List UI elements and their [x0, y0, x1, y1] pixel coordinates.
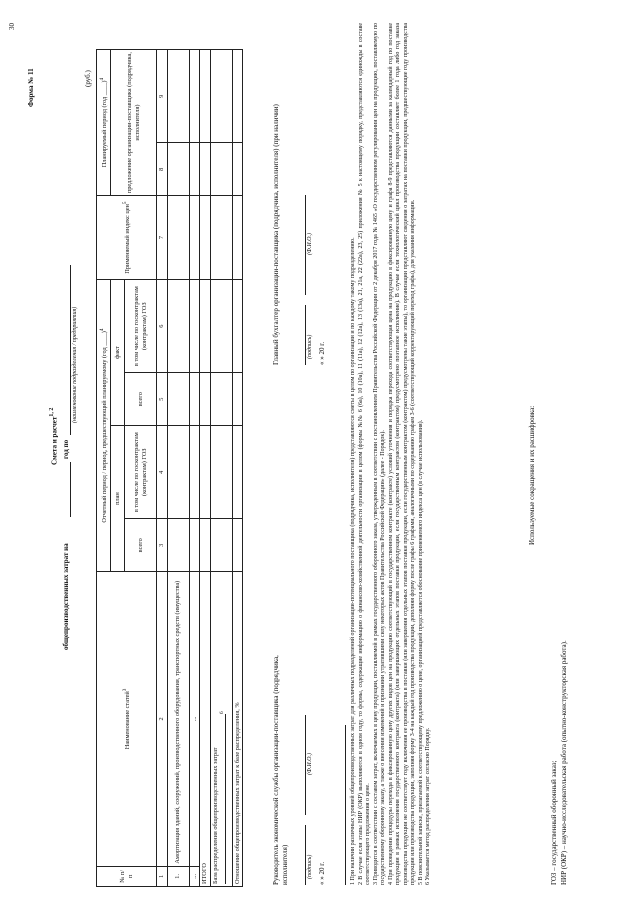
- column-numbers-row: [157, 50, 168, 887]
- table-row: [189, 50, 200, 887]
- sign-left-line-2: [305, 715, 306, 815]
- sign-left-line-1: [305, 825, 306, 885]
- header-plan: план: [111, 426, 125, 572]
- cell: [167, 373, 189, 426]
- header-fact-total: всего: [125, 373, 157, 426]
- header-num: № п/п: [97, 866, 157, 886]
- cell: [167, 143, 189, 196]
- form-label: Форма № 11: [27, 68, 35, 107]
- col-num-8: 8: [157, 143, 168, 196]
- table-row: [210, 50, 232, 887]
- cell: [167, 50, 189, 143]
- cell: [167, 279, 189, 372]
- col-num-5: 5: [157, 373, 168, 426]
- cell: [210, 143, 232, 196]
- col-num-2: 2: [157, 572, 168, 867]
- cell: [189, 143, 200, 196]
- base-label: [210, 572, 232, 887]
- base-line: [225, 714, 226, 884]
- col-num-1: 1: [157, 866, 168, 886]
- cell: [210, 196, 232, 280]
- footnote-divider: [345, 725, 346, 885]
- header-name-sup: 3: [121, 688, 128, 692]
- col-num-6: 6: [157, 279, 168, 372]
- cell: [189, 50, 200, 143]
- cell: [232, 50, 243, 143]
- col-num-9: 9: [157, 50, 168, 143]
- sign-right-date: « » 20 г.: [318, 341, 326, 365]
- cell: [232, 143, 243, 196]
- header-report: [97, 279, 111, 571]
- cell: [210, 426, 232, 519]
- sign-left-title: Руководитель экономической службы организации-поставщика (подрядчика, исполнителя): [272, 655, 289, 885]
- cell: [210, 519, 232, 572]
- header-name: [97, 572, 157, 867]
- cell: [200, 50, 211, 143]
- cell: [189, 279, 200, 372]
- subtitle-left: общепроизводственных затрат на: [62, 543, 70, 650]
- costs-table: [96, 49, 243, 887]
- header-planned-text: Планируемый период (год ____): [100, 80, 108, 168]
- row-dots-num: ...: [189, 866, 200, 886]
- cell: [232, 279, 243, 372]
- base-sup: 6: [219, 711, 225, 714]
- sign-right-title: Главный бухгалтер организации-поставщика (подрядчика, исполнителя) (при наличии): [272, 104, 280, 365]
- header-fact: факт: [111, 279, 125, 425]
- footnotes: [350, 23, 433, 885]
- header-index: [97, 196, 157, 280]
- cell: [189, 373, 200, 426]
- abbr-2: НИР (ОКР) – научно-исследовательская работа (опытно-конструкторская работа).: [560, 640, 568, 885]
- cell: [200, 519, 211, 572]
- title-sup: 1, 2: [49, 407, 55, 417]
- unit-line: [70, 265, 71, 435]
- subtitle-year: год по: [62, 439, 70, 459]
- cell: [210, 373, 232, 426]
- header-report-sup: 4: [98, 328, 105, 332]
- table-row: [232, 50, 243, 887]
- header-report-text: Отчетный период / период, предшествующий планируемому (год ____): [100, 331, 108, 523]
- sign-left-fio: (Ф.И.О.): [307, 753, 313, 775]
- header-index-sup: 5: [121, 201, 128, 205]
- col-num-4: 4: [157, 426, 168, 519]
- cell: [189, 426, 200, 519]
- sign-right-fio: (Ф.И.О.): [307, 233, 313, 255]
- ratio-label: Отношение общепроизводственных затрат к базе распределения, %: [232, 572, 243, 887]
- cell: [167, 196, 189, 280]
- sign-right-line-1: [305, 305, 306, 365]
- cell: [189, 196, 200, 280]
- cell: [200, 279, 211, 372]
- cell: [189, 519, 200, 572]
- sign-left-date: « » 20 г.: [318, 861, 326, 885]
- cell: [232, 196, 243, 280]
- cell: [232, 519, 243, 572]
- page-number: 30: [8, 23, 16, 30]
- cell: [167, 426, 189, 519]
- cell: [200, 426, 211, 519]
- header-fact-incl: в том числе по госконтрактам (контрактам) ГОЗ: [125, 279, 157, 372]
- title-text: Смета и расчет: [50, 416, 59, 465]
- header-plan-total: всего: [125, 519, 157, 572]
- col-num-7: 7: [157, 196, 168, 280]
- sign-right-podpis: (подпись): [307, 334, 313, 359]
- cell: [200, 373, 211, 426]
- header-name-text: Наименование статей: [123, 691, 131, 750]
- abbr-title: Используемые сокращения и их расшифровка:: [528, 405, 536, 545]
- row1-num: 1.: [167, 866, 189, 886]
- sign-right-line-2: [305, 195, 306, 295]
- footnote-1: 1 При наличии различных уровней общепроизводственных затрат для различных подразделений организации-потенциального поставщика (подрядчика, исполнителя) представляются сметы в целом по организации и по каждому такому подразделению.: [350, 237, 356, 885]
- footnote-6: 6 Указывается метод распределения затрат согласно Порядку.: [425, 727, 431, 885]
- footnote-2: 2 В случае если этапы НИР (ОКР) выполняются в одном году, то формы, содержащие информацию о финансово-хозяйственной деятельности организации в целом (формы №№ 6 (6а), 10 (10а), 11 (11а), 12 (12а), 13 (13а), 21, 21а, 22 (22а), 23, 25) приложения № 5 к настоящему порядку, представляются единожды в составе соответствующего предложения о цене.: [357, 23, 371, 885]
- itogo-label: ИТОГО: [200, 572, 211, 887]
- year-line: [70, 462, 71, 517]
- table-row: [167, 50, 189, 887]
- abbr-1: ГОЗ – государственный оборонный заказ;: [550, 760, 558, 885]
- cell: [200, 196, 211, 280]
- cell: [210, 279, 232, 372]
- col-num-3: 3: [157, 519, 168, 572]
- cell: [210, 50, 232, 143]
- cell: [167, 519, 189, 572]
- table-row: [200, 50, 211, 887]
- header-planned-sup: 4: [98, 77, 105, 81]
- header-planned: [97, 50, 111, 196]
- header-proposal: предложение организации-поставщика (подрядчика, исполнителя): [111, 50, 157, 196]
- footnote-3: 3 Приводится в соответствии с составом затрат, включаемых в цену продукции, поставляемой в рамках государственного оборонного заказа, утвержденным в соответствии с постановлением Правительства Российской Федерации от 2 декабря 2017 года № 1465 «О государственном регулировании цен на продукцию, поставляемую по государственному оборонному заказу, а также о внесении изменений и признании утратившими силу некоторых актов Правительства Российской Федерации» (далее - Порядок).: [372, 23, 386, 885]
- base-text: База распределения общепроизводственных затрат: [211, 747, 219, 884]
- title: [49, 408, 59, 465]
- row-dots-text: ...: [189, 572, 200, 867]
- row1-text: Амортизация зданий, сооружений, производственного оборудования, транспортных средств (имущества): [167, 572, 189, 867]
- cell: [200, 143, 211, 196]
- subtitle-caption: (наименование подразделения / предприятия): [72, 306, 78, 423]
- sign-left-podpis: (подпись): [307, 854, 313, 879]
- footnote-5: 5 В пояснительной записке, прилагаемой к соответствующему предложению о цене, организацией представляется обоснование применяемого индекса цен (в случае использования).: [417, 419, 424, 885]
- footnote-4: 4 При проведении процедуры перехода в фиксированную цену других видов цен на продукцию соответствующий в государственном контракте (контракте) условий уточнения и порядка перехода соответствующая цена на продукцию в фиксированную цену и графа 8-9 представляются данными за календарный год по поставке продукции в рамках исполнения государственного контракта (контракта) (или завершающих отдельных этапов поставки продукции, если государственным контрактом (контрактом) предусмотрено поэтапное исполнение). В случае если технологический цикл производства продукции составляет более 1 года либо год заказа производства продукции не соответствует году включения ее производства в поставки (или завершения отдельных этапов поставки продукции, если государственным контрактом (контрактом) предусмотрены такие этапы), то организации представляют сведения о затратах на поставки продукции, предшествующие году производства продукции или производства продукции, заполняя форму 3-4 на каждый год производства продукции, дополняя форму после графы 6 графами, аналогичными по содержанию графам 3-6 (соответствующий корректирующий переход графы), для указания информации.: [387, 23, 416, 885]
- cell: [232, 373, 243, 426]
- cell: [232, 426, 243, 519]
- unit-label: (руб.): [84, 70, 92, 87]
- header-index-text: Применяемый индекс цен: [123, 204, 131, 274]
- header-plan-incl: в том числе по госконтрактам (контрактам) ГОЗ: [125, 426, 157, 519]
